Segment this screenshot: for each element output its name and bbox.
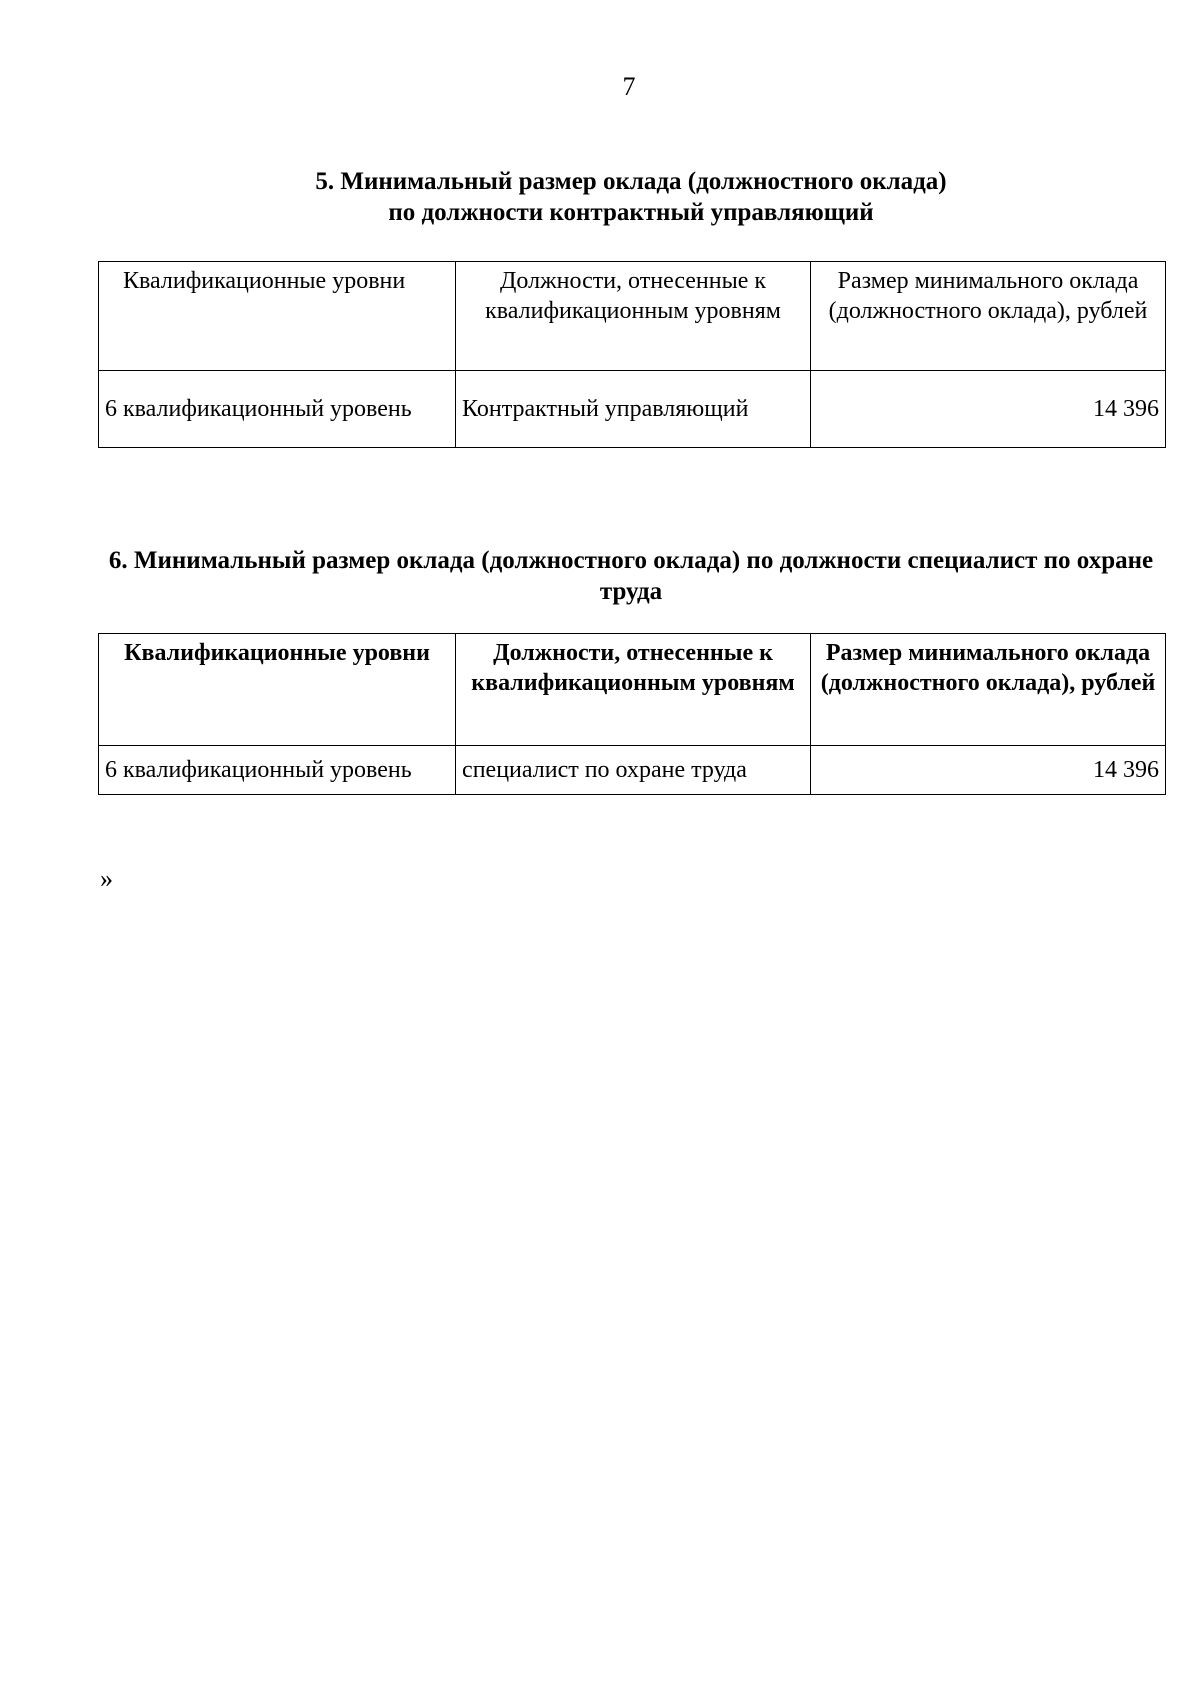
table-row (99, 371, 1166, 448)
salary-table-5 (98, 261, 1166, 448)
table-header-row (99, 262, 1166, 371)
column-header-qualification-level: Квалификационные уровни (99, 634, 456, 746)
column-header-minimum-salary: Размер минимального оклада (должностного оклада), рублей (811, 262, 1166, 371)
table-row (99, 746, 1166, 795)
section-5-title (96, 166, 1166, 228)
column-header-qualification-level: Квалификационные уровни (99, 262, 456, 371)
cell-minimum-salary: 14 396 (811, 746, 1166, 795)
column-header-positions: Должности, отнесенные к квалификационным уровням (456, 634, 811, 746)
section-5-title-text: 5. Минимальный размер оклада (должностного оклада) по должности контрактный управляющий (315, 168, 947, 226)
column-header-minimum-salary: Размер минимального оклада (должностного оклада), рублей (811, 634, 1166, 746)
cell-position: специалист по охране труда (456, 746, 811, 795)
cell-qualification-level: 6 квалификационный уровень (99, 371, 456, 448)
cell-minimum-salary: 14 396 (811, 371, 1166, 448)
page-number: 7 (622, 72, 636, 101)
cell-position: Контрактный управляющий (456, 371, 811, 448)
section-6-title (96, 545, 1166, 607)
section-6-title-text: 6. Минимальный размер оклада (должностного оклада) по должности специалист по охране труда (108, 547, 1154, 605)
cell-qualification-level: 6 квалификационный уровень (99, 746, 456, 795)
column-header-positions: Должности, отнесенные к квалификационным уровням (456, 262, 811, 371)
table-header-row (99, 634, 1166, 746)
salary-table-6 (98, 633, 1166, 795)
closing-quote-mark: » (100, 864, 113, 893)
